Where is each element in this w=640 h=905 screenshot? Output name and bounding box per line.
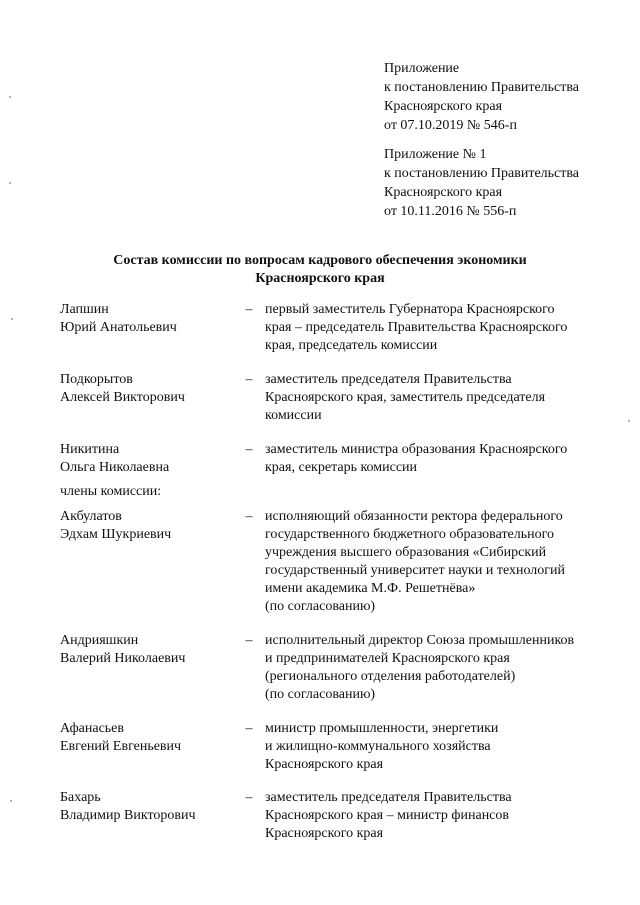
member-name <box>60 789 235 843</box>
member-entry <box>60 632 635 704</box>
member-position <box>259 508 635 616</box>
position-line: края – председатель Правительства Красноярского <box>265 320 568 335</box>
position-line: имени академика М.Ф. Решетнёва» <box>265 581 476 596</box>
dash-separator: – <box>245 633 253 648</box>
position-line: и предпринимателей Красноярского края <box>265 651 510 666</box>
position-line: и жилищно-коммунального хозяйства <box>265 739 491 754</box>
position-line: государственного бюджетного образовательного <box>265 527 555 542</box>
position-line: первый заместитель Губернатора Красноярского <box>265 302 555 317</box>
member-given-name: Евгений Евгеньевич <box>60 739 182 754</box>
dash-separator: – <box>245 372 253 387</box>
member-surname: Лапшин <box>60 302 109 317</box>
member-surname: Афанасьев <box>60 721 124 736</box>
member-position <box>259 371 635 425</box>
member-name <box>60 441 235 477</box>
scan-speck <box>11 318 13 320</box>
appendix-line: к постановлению Правительства <box>384 80 580 95</box>
member-entry <box>60 301 635 355</box>
position-line: учреждения высшего образования «Сибирский <box>265 545 547 560</box>
member-surname: Андрияшкин <box>60 633 139 648</box>
position-line: комиссии <box>265 408 322 423</box>
member-name <box>60 371 235 425</box>
position-line: государственный университет науки и технологий <box>265 563 566 578</box>
scan-speck <box>9 96 11 98</box>
member-given-name: Юрий Анатольевич <box>60 320 177 335</box>
appendix-line: от 10.11.2016 № 556-п <box>384 204 517 219</box>
scan-speck <box>9 182 11 184</box>
member-name <box>60 720 235 774</box>
position-line: Красноярского края <box>265 826 384 841</box>
member-position <box>259 441 635 477</box>
position-line: Красноярского края <box>265 757 384 772</box>
member-surname: Акбулатов <box>60 509 122 524</box>
member-position <box>259 789 635 843</box>
position-line: (регионального отделения работодателей) <box>265 669 516 684</box>
member-position <box>259 720 635 774</box>
dash-separator: – <box>245 302 253 317</box>
dash-separator: – <box>245 721 253 736</box>
position-line: (по согласованию) <box>265 687 376 702</box>
title-line: Состав комиссии по вопросам кадрового обеспечения экономики <box>113 253 527 268</box>
member-given-name: Валерий Николаевич <box>60 651 186 666</box>
position-line: заместитель председателя Правительства <box>265 790 512 805</box>
member-entry <box>60 441 635 477</box>
appendix-original <box>384 145 634 221</box>
member-given-name: Владимир Викторович <box>60 808 196 823</box>
position-line: края, председатель комиссии <box>265 338 438 353</box>
position-line: министр промышленности, энергетики <box>265 721 499 736</box>
appendix-line: Приложение № 1 <box>384 147 487 162</box>
member-given-name: Алексей Викторович <box>60 390 185 405</box>
position-line: заместитель председателя Правительства <box>265 372 512 387</box>
position-line: края, секретарь комиссии <box>265 460 418 475</box>
dash-separator: – <box>245 509 253 524</box>
position-line: Красноярского края, заместитель председателя <box>265 390 546 405</box>
member-entry <box>60 789 635 843</box>
member-given-name: Ольга Николаевна <box>60 460 170 475</box>
scan-speck <box>10 800 12 802</box>
position-line: (по согласованию) <box>265 599 376 614</box>
member-name <box>60 301 235 355</box>
member-surname: Подкорытов <box>60 372 133 387</box>
member-entry <box>60 720 635 774</box>
appendix-line: Красноярского края <box>384 99 503 114</box>
title-line: Красноярского края <box>255 271 385 286</box>
dash-separator: – <box>245 790 253 805</box>
appendix-line: Красноярского края <box>384 185 503 200</box>
member-surname: Бахарь <box>60 790 101 805</box>
member-entry <box>60 508 635 616</box>
member-given-name: Эдхам Шукриевич <box>60 527 172 542</box>
position-line: исполняющий обязанности ректора федерального <box>265 509 563 524</box>
member-position <box>259 632 635 704</box>
member-name <box>60 632 235 704</box>
position-line: заместитель министра образования Красноярского <box>265 442 568 457</box>
appendix-line: Приложение <box>384 61 460 76</box>
appendix-current <box>384 59 634 135</box>
member-position <box>259 301 635 355</box>
member-entry <box>60 371 635 425</box>
appendix-line: от 07.10.2019 № 546-п <box>384 118 517 133</box>
dash-separator: – <box>245 442 253 457</box>
position-line: Красноярского края – министр финансов <box>265 808 510 823</box>
commission-members <box>60 301 635 843</box>
member-name <box>60 508 235 616</box>
appendix-line: к постановлению Правительства <box>384 166 580 181</box>
member-surname: Никитина <box>60 442 120 457</box>
position-line: исполнительный директор Союза промышленников <box>265 633 575 648</box>
members-heading: члены комиссии: <box>60 484 162 499</box>
document-title <box>60 252 580 288</box>
